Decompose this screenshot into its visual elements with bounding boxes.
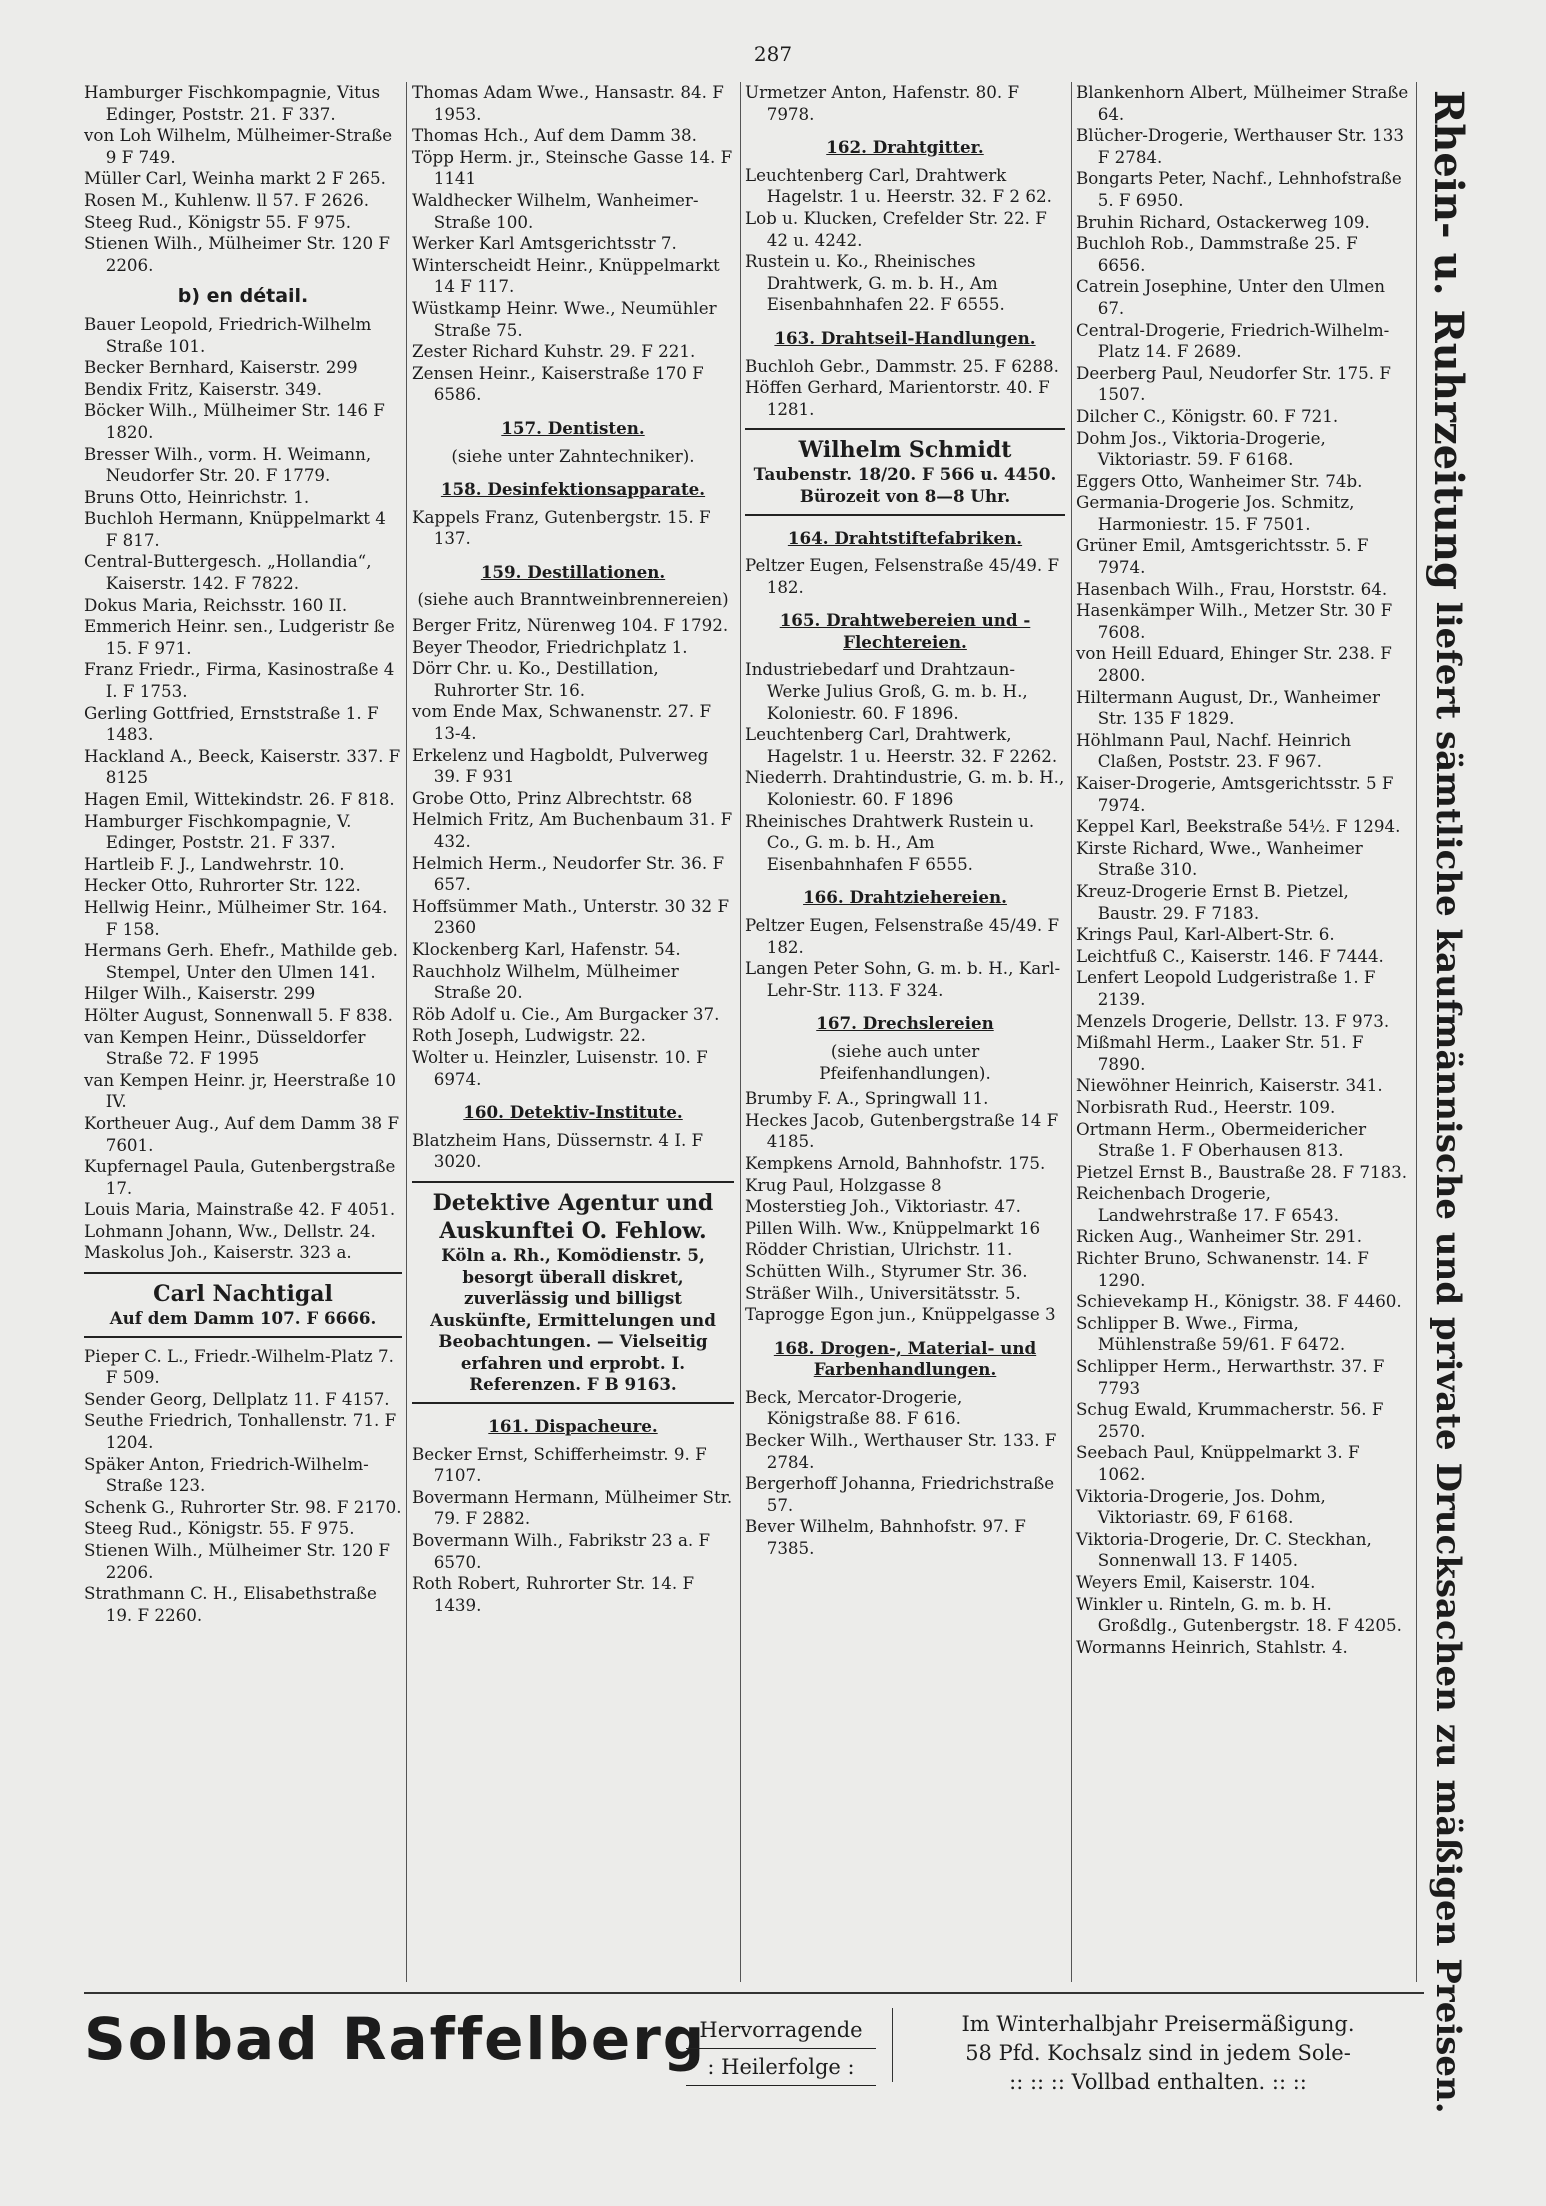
- directory-entry: Stienen Wilh., Mülheimer Str. 120 F 2206.: [84, 233, 390, 275]
- directory-entry: Hellwig Heinr., Mülheimer Str. 164. F 158.: [84, 896, 388, 939]
- hervor-line-1: Hervorragende: [686, 2012, 876, 2049]
- directory-entry: Schlipper Herm., Herwarthstr. 37. F 7793: [1076, 1356, 1385, 1398]
- directory-entry: Heckes Jacob, Gutenbergstraße 14 F 4185.: [745, 1109, 1059, 1152]
- directory-entry: Blatzheim Hans, Düssernstr. 4 I. F 3020.: [412, 1129, 704, 1172]
- directory-entry: Bever Wilhelm, Bahnhofstr. 97. F 7385.: [745, 1516, 1026, 1559]
- directory-entry: Lenfert Leopold Ludgeristraße 1. F 2139.: [1076, 967, 1376, 1009]
- directory-entry: Peltzer Eugen, Felsenstraße 45/49. F 182.: [745, 915, 1060, 957]
- directory-entry: Hasenkämper Wilh., Metzer Str. 30 F 7608.: [1076, 600, 1393, 642]
- cross-reference-note: (siehe auch unter Pfeifenhandlungen).: [819, 1040, 991, 1083]
- directory-entry: Viktoria-Drogerie, Jos. Dohm, Viktoriastr. 69, F 6168.: [1076, 1485, 1326, 1528]
- directory-entry: Helmich Fritz, Am Buchenbaum 31. F 432.: [412, 809, 733, 851]
- column-2: [412, 82, 734, 1960]
- directory-entry: Wolter u. Heinzler, Luisenstr. 10. F 6974.: [412, 1046, 708, 1089]
- footer-divider: [892, 2008, 893, 2082]
- directory-entry: Bruhin Richard, Ostackerweg 109.: [1076, 211, 1370, 232]
- directory-entry: Thomas Hch., Auf dem Damm 38.: [412, 125, 697, 146]
- directory-entry: Dilcher C., Königstr. 60. F 721.: [1076, 405, 1339, 426]
- column-4: [1076, 82, 1410, 1960]
- directory-entry: Ricken Aug., Wanheimer Str. 291.: [1076, 1226, 1363, 1247]
- ad-text: Auf dem Damm 107. F 6666.: [109, 1308, 377, 1329]
- directory-entry: Steeg Rud., Königstr. 55. F 975.: [84, 1518, 355, 1539]
- directory-entry: Rauchholz Wilhelm, Mülheimer Straße 20.: [412, 960, 679, 1003]
- section-heading: 157. Dentisten.: [501, 417, 645, 438]
- directory-entry: Rustein u. Ko., Rheinisches Drahtwerk, G. m. b. H., Am Eisenbahnhafen 22. F 6555.: [745, 251, 1005, 315]
- directory-entry: Roth Joseph, Ludwigstr. 22.: [412, 1025, 646, 1046]
- directory-entry: Bresser Wilh., vorm. H. Weimann, Neudorfer Str. 20. F 1779.: [84, 443, 372, 486]
- directory-entry: Lohmann Johann, Ww., Dellstr. 24.: [84, 1220, 376, 1241]
- directory-entry: Stienen Wilh., Mülheimer Str. 120 F 2206.: [84, 1540, 390, 1582]
- ad-text: Köln a. Rh., Komödienstr. 5, besorgt überall diskret, zuverlässig und billigst Auskünfte, Ermittelungen und Beobachtungen. — Vielseitig erfahren und erprobt. I. Referenzen. F B 9163.: [430, 1244, 716, 1395]
- directory-entry: Niewöhner Heinrich, Kaiserstr. 341.: [1076, 1075, 1383, 1096]
- column-1: [84, 82, 402, 1960]
- directory-entry: Hölter August, Sonnenwall 5. F 838.: [84, 1004, 393, 1025]
- directory-entry: Weyers Emil, Kaiserstr. 104.: [1076, 1571, 1316, 1592]
- side-ad-title: Rhein- u. Ruhrzeitung: [1425, 90, 1472, 590]
- section-heading: 163. Drahtseil-Handlungen.: [774, 327, 1036, 348]
- directory-entry: Beyer Theodor, Friedrichplatz 1.: [412, 636, 688, 657]
- directory-entry: Zensen Heinr., Kaiserstraße 170 F 6586.: [412, 362, 704, 405]
- directory-entry: Reichenbach Drogerie, Landwehrstraße 17. F 6543.: [1076, 1183, 1340, 1225]
- directory-entry: Dohm Jos., Viktoria-Drogerie, Viktoriastr. 59. F 6168.: [1076, 427, 1326, 470]
- directory-entry: Schlipper B. Wwe., Firma, Mühlenstraße 59/61. F 6472.: [1076, 1312, 1346, 1355]
- column-divider: [1416, 82, 1417, 1982]
- directory-entry: Helmich Herm., Neudorfer Str. 36. F 657.: [412, 852, 725, 895]
- section-heading: 165. Drahtwebereien und -Flechtereien.: [779, 610, 1031, 652]
- directory-entry: Lob u. Klucken, Crefelder Str. 22. F 42 u. 4242.: [745, 207, 1047, 250]
- directory-entry: Wüstkamp Heinr. Wwe., Neumühler Straße 75.: [412, 297, 717, 340]
- directory-entry: Waldhecker Wilhelm, Wanheimer-Straße 100.: [412, 189, 699, 232]
- directory-entry: Niederrh. Drahtindustrie, G. m. b. H., Koloniestr. 60. F 1896: [745, 767, 1065, 810]
- directory-entry: Hermans Gerh. Ehefr., Mathilde geb. Stempel, Unter den Ulmen 141.: [84, 940, 398, 982]
- directory-entry: Böcker Wilh., Mülheimer Str. 146 F 1820.: [84, 400, 385, 442]
- directory-entry: Langen Peter Sohn, G. m. b. H., Karl-Lehr-Str. 113. F 324.: [745, 958, 1061, 1000]
- column-divider: [406, 82, 407, 1982]
- directory-entry: Becker Bernhard, Kaiserstr. 299: [84, 357, 358, 378]
- directory-entry: Kreuz-Drogerie Ernst B. Pietzel, Baustr. 29. F 7183.: [1076, 880, 1349, 923]
- directory-entry: Hilger Wilh., Kaiserstr. 299: [84, 983, 316, 1004]
- directory-entry: Central-Drogerie, Friedrich-Wilhelm-Platz 14. F 2689.: [1076, 319, 1390, 362]
- directory-entry: Mosterstieg Joh., Viktoriastr. 47.: [745, 1196, 1021, 1217]
- directory-entry: Deerberg Paul, Neudorfer Str. 175. F 1507.: [1076, 362, 1391, 405]
- directory-entry: Grobe Otto, Prinz Albrechtstr. 68: [412, 787, 693, 808]
- directory-entry: Peltzer Eugen, Felsenstraße 45/49. F 182.: [745, 555, 1060, 597]
- directory-entry: Bauer Leopold, Friedrich-Wilhelm Straße 101.: [84, 313, 372, 356]
- directory-entry: Rheinisches Drahtwerk Rustein u. Co., G. m. b. H., Am Eisenbahnhafen F 6555.: [745, 810, 1035, 874]
- subsection-heading: b) en détail.: [177, 285, 309, 308]
- directory-entry: Leuchtenberg Carl, Drahtwerk, Hagelstr. 1 u. Heerstr. 32. F 2262.: [745, 724, 1058, 766]
- directory-entry: Wormanns Heinrich, Stahlstr. 4.: [1076, 1636, 1348, 1657]
- directory-entry: Gerling Gottfried, Ernststraße 1. F 1483.: [84, 702, 379, 745]
- directory-entry: Bovermann Wilh., Fabrikstr 23 a. F 6570.: [412, 1530, 711, 1572]
- solbad-ad-title: Solbad Raffelberg: [84, 2005, 707, 2073]
- directory-entry: Bongarts Peter, Nachf., Lehnhofstraße 5. F 6950.: [1076, 168, 1402, 210]
- display-advertisement: [412, 1181, 734, 1404]
- directory-entry: Hartleib F. J., Landwehrstr. 10.: [84, 853, 345, 874]
- directory-entry: Hagen Emil, Wittekindstr. 26. F 818.: [84, 789, 395, 809]
- directory-entry: Viktoria-Drogerie, Dr. C. Steckhan, Sonnenwall 13. F 1405.: [1076, 1528, 1372, 1571]
- heilerfolge-box: [686, 2012, 876, 2086]
- column-divider: [740, 82, 741, 1982]
- hervor-line-2: : Heilerfolge :: [686, 2049, 876, 2086]
- directory-entry: Roth Robert, Ruhrorter Str. 14. F 1439.: [412, 1573, 695, 1615]
- directory-entry: Pillen Wilh. Ww., Knüppelmarkt 16: [745, 1217, 1041, 1238]
- directory-entry: Seebach Paul, Knüppelmarkt 3. F 1062.: [1076, 1442, 1360, 1484]
- side-advertisement: [1425, 90, 1472, 2114]
- directory-entry: Höffen Gerhard, Marientorstr. 40. F 1281.: [745, 377, 1050, 419]
- directory-entry: Maskolus Joh., Kaiserstr. 323 a.: [84, 1242, 352, 1263]
- ad-text: Taubenstr. 18/20. F 566 u. 4450. Bürozeit von 8—8 Uhr.: [753, 464, 1057, 506]
- directory-entry: Hackland A., Beeck, Kaiserstr. 337. F 8125: [84, 745, 401, 788]
- directory-entry: Leuchtenberg Carl, Drahtwerk Hagelstr. 1 u. Heerstr. 32. F 2 62.: [745, 164, 1052, 207]
- directory-entry: Urmetzer Anton, Hafenstr. 80. F 7978.: [745, 82, 1020, 124]
- directory-entry: Rödder Christian, Ulrichstr. 11.: [745, 1239, 1013, 1260]
- directory-entry: Emmerich Heinr. sen., Ludgeristr ße 15. F 971.: [84, 616, 395, 658]
- directory-entry: Kupfernagel Paula, Gutenbergstraße 17.: [84, 1156, 396, 1198]
- directory-entry: Berger Fritz, Nürenweg 104. F 1792.: [412, 615, 729, 636]
- directory-entry: Müller Carl, Weinha markt 2 F 265.: [84, 168, 386, 189]
- section-heading: 159. Destillationen.: [480, 561, 666, 582]
- directory-entry: Buchloh Rob., Dammstraße 25. F 6656.: [1076, 233, 1358, 275]
- directory-entry: Norbisrath Rud., Heerstr. 109.: [1076, 1096, 1336, 1117]
- display-advertisement: [84, 1272, 402, 1338]
- directory-entry: Mißmahl Herm., Laaker Str. 51. F 7890.: [1076, 1032, 1364, 1074]
- section-heading: 160. Detektiv-Institute.: [463, 1102, 683, 1123]
- directory-entry: Louis Maria, Mainstraße 42. F 4051.: [84, 1199, 396, 1220]
- winter-line-1: Im Winterhalbjahr Preisermäßigung.: [961, 2012, 1355, 2036]
- directory-entry: Hamburger Fischkompagnie, V. Edinger, Poststr. 21. F 337.: [84, 810, 352, 853]
- directory-entry: Bergerhoff Johanna, Friedrichstraße 57.: [745, 1473, 1055, 1515]
- directory-entry: Schütten Wilh., Styrumer Str. 36.: [745, 1260, 1028, 1281]
- side-ad-text: liefert sämtliche kaufmännische und private Drucksachen zu mäßigen Preisen.: [1428, 589, 1468, 2114]
- section-heading: 158. Desinfektionsapparate.: [440, 479, 706, 500]
- directory-entry: Becker Wilh., Werthauser Str. 133. F 2784.: [745, 1430, 1057, 1472]
- directory-entry: Seuthe Friedrich, Tonhallenstr. 71. F 1204.: [84, 1410, 397, 1453]
- directory-entry: Hamburger Fischkompagnie, Vitus Edinger, Poststr. 21. F 337.: [84, 82, 381, 124]
- directory-entry: Röb Adolf u. Cie., Am Burgacker 37.: [412, 1003, 720, 1024]
- directory-entry: Schug Ewald, Krummacherstr. 56. F 2570.: [1076, 1399, 1384, 1441]
- cross-reference-note: (siehe auch Branntweinbrennereien): [417, 589, 729, 610]
- directory-entry: Pietzel Ernst B., Baustraße 28. F 7183.: [1076, 1161, 1408, 1182]
- section-heading: 161. Dispacheure.: [488, 1416, 658, 1437]
- winter-line-3: :: :: :: Vollbad enthalten. :: ::: [1009, 2070, 1307, 2094]
- directory-entry: Klockenberg Karl, Hafenstr. 54.: [412, 938, 681, 959]
- directory-entry: van Kempen Heinr., Düsseldorfer Straße 72. F 1995: [84, 1026, 366, 1069]
- directory-entry: Bendix Fritz, Kaiserstr. 349.: [84, 378, 322, 399]
- directory-entry: Blankenhorn Albert, Mülheimer Straße 64.: [1076, 82, 1409, 124]
- column-divider: [1071, 82, 1072, 1982]
- directory-entry: Winterscheidt Heinr., Knüppelmarkt 14 F 117.: [412, 254, 720, 297]
- footer-rule: [84, 1992, 1424, 1994]
- directory-entry: Bruns Otto, Heinrichstr. 1.: [84, 486, 310, 507]
- directory-entry: Catrein Josephine, Unter den Ulmen 67.: [1076, 276, 1385, 318]
- directory-entry: Zester Richard Kuhstr. 29. F 221.: [412, 341, 696, 362]
- directory-entry: Eggers Otto, Wanheimer Str. 74b.: [1076, 470, 1363, 491]
- ad-title: Carl Nachtigal: [153, 1281, 333, 1308]
- directory-entry: Kempkens Arnold, Bahnhofstr. 175.: [745, 1152, 1046, 1173]
- directory-entry: Pieper C. L., Friedr.-Wilhelm-Platz 7. F 509.: [84, 1345, 394, 1388]
- directory-entry: Menzels Drogerie, Dellstr. 13. F 973.: [1076, 1010, 1390, 1031]
- directory-entry: Höhlmann Paul, Nachf. Heinrich Claßen, Poststr. 23. F 967.: [1076, 729, 1352, 772]
- directory-entry: Dörr Chr. u. Ko., Destillation, Ruhrorter Str. 16.: [412, 658, 659, 700]
- directory-entry: Industriebedarf und Drahtzaun-Werke Julius Groß, G. m. b. H., Koloniestr. 60. F 1896.: [745, 659, 1028, 723]
- directory-entry: van Kempen Heinr. jr, Heerstraße 10 IV.: [84, 1069, 396, 1112]
- section-heading: 166. Drahtziehereien.: [803, 887, 1007, 908]
- directory-entry: Werker Karl Amtsgerichtsstr 7.: [412, 233, 677, 254]
- directory-entry: Franz Friedr., Firma, Kasinostraße 4 I. F 1753.: [84, 659, 395, 702]
- directory-entry: Kaiser-Drogerie, Amtsgerichtsstr. 5 F 7974.: [1076, 773, 1394, 815]
- directory-entry: Beck, Mercator-Drogerie, Königstraße 88. F 616.: [745, 1386, 963, 1429]
- directory-entry: Thomas Adam Wwe., Hansastr. 84. F 1953.: [412, 82, 724, 124]
- cross-reference-note: (siehe unter Zahntechniker).: [451, 445, 695, 466]
- directory-entry: Strathmann C. H., Elisabethstraße 19. F 2260.: [84, 1583, 377, 1625]
- section-heading: 168. Drogen-, Material- und Farbenhandlungen.: [773, 1337, 1037, 1380]
- directory-entry: Keppel Karl, Beekstraße 54½. F 1294.: [1076, 816, 1401, 837]
- page-number: 287: [753, 42, 793, 66]
- directory-entry: Blücher-Drogerie, Werthauser Str. 133 F 2784.: [1076, 125, 1404, 167]
- directory-entry: Central-Buttergesch. „Hollandia“, Kaiserstr. 142. F 7822.: [84, 551, 372, 594]
- directory-entry: Dokus Maria, Reichsstr. 160 II.: [84, 594, 348, 615]
- directory-entry: Krings Paul, Karl-Albert-Str. 6.: [1076, 924, 1335, 945]
- directory-entry: Hiltermann August, Dr., Wanheimer Str. 135 F 1829.: [1076, 686, 1380, 729]
- ad-title: Wilhelm Schmidt: [798, 437, 1012, 464]
- directory-entry: Ortmann Herm., Obermeidericher Straße 1. F Oberhausen 813.: [1076, 1118, 1367, 1161]
- directory-entry: Sender Georg, Dellplatz 11. F 4157.: [84, 1388, 390, 1409]
- directory-entry: Sträßer Wilh., Universitätsstr. 5.: [745, 1282, 1021, 1303]
- directory-entry: Hasenbach Wilh., Frau, Horststr. 64.: [1076, 578, 1388, 599]
- directory-entry: von Heill Eduard, Ehinger Str. 238. F 2800.: [1076, 643, 1392, 686]
- directory-entry: Taprogge Egon jun., Knüppelgasse 3: [745, 1304, 1056, 1325]
- directory-entry: von Loh Wilhelm, Mülheimer-Straße 9 F 749.: [84, 125, 393, 167]
- directory-entry: Hoffsümmer Math., Unterstr. 30 32 F 2360: [412, 895, 730, 938]
- section-heading: 164. Drahtstiftefabriken.: [787, 527, 1023, 548]
- directory-entry: Späker Anton, Friedrich-Wilhelm-Straße 123.: [84, 1453, 369, 1496]
- directory-entry: Erkelenz und Hagboldt, Pulverweg 39. F 931: [412, 744, 709, 787]
- display-advertisement: [745, 428, 1065, 515]
- directory-entry: Hecker Otto, Ruhrorter Str. 122.: [84, 875, 361, 896]
- section-heading: 167. Drechslereien: [816, 1013, 994, 1034]
- directory-entry: Krug Paul, Holzgasse 8: [745, 1174, 942, 1195]
- winter-line-2: 58 Pfd. Kochsalz sind in jedem Sole-: [965, 2041, 1351, 2065]
- directory-entry: Winkler u. Rinteln, G. m. b. H. Großdlg., Gutenbergstr. 18. F 4205.: [1076, 1593, 1402, 1636]
- column-3: [745, 82, 1065, 1960]
- winter-notice: [908, 2010, 1408, 2097]
- ad-title: Detektive Agentur und Auskunftei O. Fehlow.: [432, 1189, 714, 1244]
- directory-entry: Rosen M., Kuhlenw. ll 57. F 2626.: [84, 189, 370, 210]
- directory-entry: Schievekamp H., Königstr. 38. F 4460.: [1076, 1291, 1402, 1312]
- directory-entry: Kappels Franz, Gutenbergstr. 15. F 137.: [412, 506, 711, 549]
- directory-entry: Buchloh Hermann, Knüppelmarkt 4 F 817.: [84, 508, 386, 550]
- section-heading: 162. Drahtgitter.: [826, 137, 984, 158]
- directory-entry: Buchloh Gebr., Dammstr. 25. F 6288.: [745, 355, 1059, 376]
- directory-entry: Becker Ernst, Schifferheimstr. 9. F 7107.: [412, 1443, 707, 1486]
- directory-entry: Bovermann Hermann, Mülheimer Str. 79. F 2882.: [412, 1486, 733, 1529]
- directory-entry: vom Ende Max, Schwanenstr. 27. F 13-4.: [412, 701, 712, 744]
- directory-entry: Kirste Richard, Wwe., Wanheimer Straße 310.: [1076, 837, 1363, 880]
- directory-entry: Richter Bruno, Schwanenstr. 14. F 1290.: [1076, 1248, 1369, 1290]
- directory-entry: Grüner Emil, Amtsgerichtsstr. 5. F 7974.: [1076, 535, 1369, 578]
- directory-entry: Brumby F. A., Springwall 11.: [745, 1088, 989, 1109]
- directory-entry: Töpp Herm. jr., Steinsche Gasse 14. F 1141: [412, 146, 733, 189]
- directory-entry: Schenk G., Ruhrorter Str. 98. F 2170.: [84, 1496, 402, 1517]
- directory-entry: Kortheuer Aug., Auf dem Damm 38 F 7601.: [84, 1112, 400, 1155]
- directory-entry: Leichtfuß C., Kaiserstr. 146. F 7444.: [1076, 945, 1384, 966]
- directory-entry: Steeg Rud., Königstr 55. F 975.: [84, 211, 352, 232]
- directory-entry: Germania-Drogerie Jos. Schmitz, Harmoniestr. 15. F 7501.: [1076, 492, 1355, 534]
